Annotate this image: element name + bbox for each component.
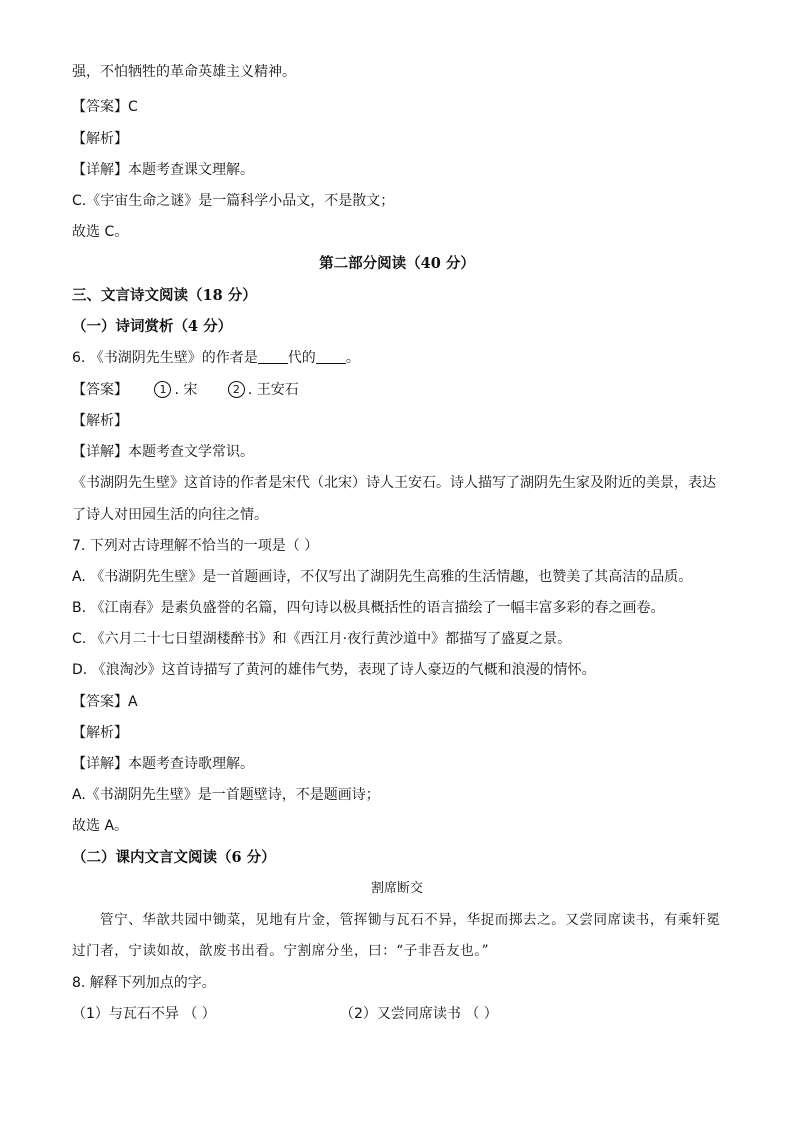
analysis-label-line: 【解析】	[72, 413, 128, 429]
analysis-label-line: 【解析】	[72, 131, 128, 147]
conclusion-line: 故选 A。	[72, 818, 129, 834]
answer-2: . 王安石	[247, 382, 299, 398]
option-c: C. 《六月二十七日望湖楼醉书》和《西江月·夜行黄沙道中》都描写了盛夏之景。	[72, 631, 572, 647]
question-6	[72, 348, 734, 368]
question-8-item-1: （1）与瓦石不异 （ ）	[72, 1006, 216, 1022]
explanation-line: C.《宇宙生命之谜》是一篇科学小品文，不是散文；	[72, 193, 395, 209]
text-line: 强，不怕牺牲的革命英雄主义精神。	[72, 64, 296, 80]
option-a: A. 《书湖阴先生壁》是一首题画诗，不仅写出了湖阴先生高雅的生活情趣，也赞美了其高洁的品质。	[72, 569, 693, 585]
answer-blank	[316, 349, 346, 364]
question-7: 7. 下列对古诗理解不恰当的一项是（ ）	[72, 538, 319, 554]
passage-paragraph: 过门者，宁读如故，歆废书出看。宁割席分坐，曰：“子非吾友也。”	[72, 943, 490, 959]
detail-line: 【详解】本题考查文学常识。	[72, 444, 254, 460]
answer-1: . 宋	[174, 382, 198, 398]
sub2-heading: （二）课内文言文阅读（6 分）	[72, 849, 276, 866]
question-6-answer	[72, 380, 734, 400]
option-b: B. 《江南春》是素负盛誉的名篇，四句诗以极具概括性的语言描绘了一幅丰富多彩的春之画卷。	[72, 600, 665, 616]
conclusion-line: 故选 C。	[72, 224, 129, 240]
detail-line: 【详解】本题考查课文理解。	[72, 162, 254, 178]
question-6-part-a: 6. 《书湖阴先生壁》的作者是	[72, 350, 258, 366]
answer-label-line: 【答案】A	[72, 694, 138, 710]
sub1-heading: （一）诗词赏析（4 分）	[72, 318, 233, 335]
answer-label: 【答案】	[72, 382, 128, 398]
question-8: 8. 解释下列加点的字。	[72, 975, 216, 991]
question-8-item-2: （2）又尝同席读书 （ ）	[340, 1006, 498, 1022]
question-6-part-c: 。	[345, 350, 360, 366]
section-title: 第二部分阅读（40 分）	[319, 255, 475, 272]
explanation-line: 了诗人对田园生活的向往之情。	[72, 507, 268, 523]
passage-title: 割席断交	[370, 881, 423, 896]
explanation-line: 《书湖阴先生壁》这首诗的作者是宋代（北宋）诗人王安石。诗人描写了湖阴先生家及附近的美景，表达	[72, 475, 716, 491]
explanation-line: A.《书湖阴先生壁》是一首题壁诗，不是题画诗；	[72, 787, 380, 803]
circled-number-2: 2	[228, 381, 245, 398]
part3-heading: 三、文言诗文阅读（18 分）	[72, 287, 257, 304]
answer-label-line: 【答案】C	[72, 99, 138, 115]
circled-number-1: 1	[154, 381, 171, 398]
question-6-part-b: 代的	[287, 350, 316, 366]
detail-line: 【详解】本题考查诗歌理解。	[72, 756, 254, 772]
answer-blank	[258, 349, 288, 364]
analysis-label-line: 【解析】	[72, 725, 128, 741]
option-d: D. 《浪淘沙》这首诗描写了黄河的雄伟气势，表现了诗人豪迈的气概和浪漫的情怀。	[72, 662, 596, 678]
passage-paragraph: 管宁、华歆共园中锄菜，见地有片金，管挥锄与瓦石不异，华捉而掷去之。又尝同席读书，有乘轩冕	[100, 912, 721, 928]
